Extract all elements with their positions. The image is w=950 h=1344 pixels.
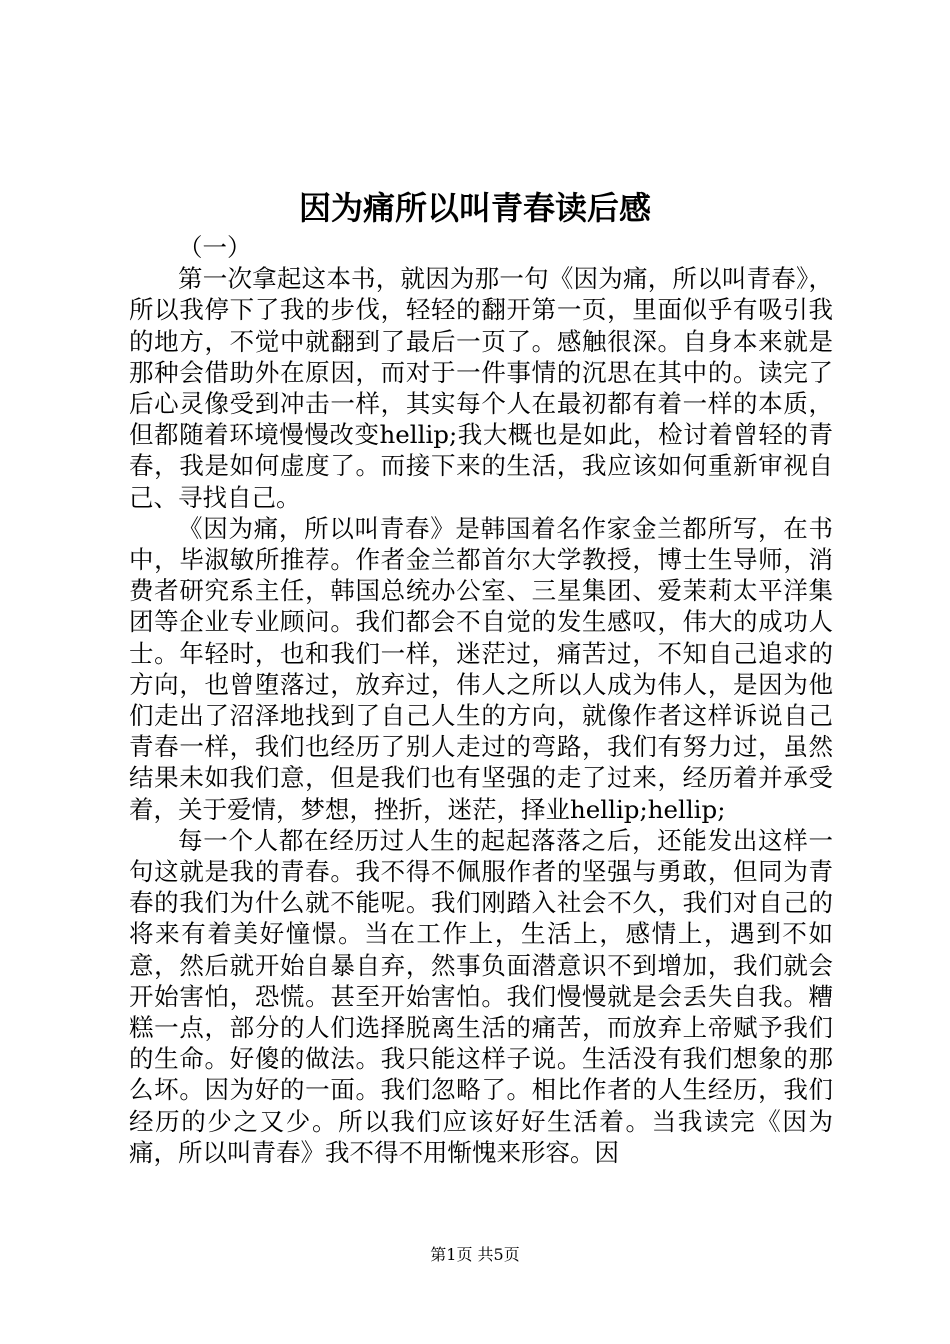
- paragraph-1: 第一次拿起这本书，就因为那一句《因为痛，所以叫青春》，所以我停下了我的步伐，轻轻的翻开第一页，里面似乎有吸引我的地方，不觉中就翻到了最后一页了。感触很深。自身本来就是那种会借助外在原因，而对于一件事情的沉思在其中的。读完了后心灵像受到冲击一样，其实每个人在最初都有着一样的本质，但都随着环境慢慢改变hellip;我大概也是如此，检讨着曾轻的青春，我是如何虚度了。而接下来的生活，我应该如何重新审视自己、寻找自己。: [129, 264, 833, 512]
- page-footer: 第1页 共5页: [430, 1245, 520, 1264]
- paragraph-3: 每一个人都在经历过人生的起起落落之后，还能发出这样一句这就是我的青春。我不得不佩服作者的坚强与勇敢，但同为青春的我们为什么就不能呢。我们刚踏入社会不久，我们对自己的将来有着美好憧憬。当在工作上，生活上，感情上，遇到不如意，然后就开始自暴自弃，然事负面潜意识不到增加，我们就会开始害怕，恐慌。甚至开始害怕。我们慢慢就是会丢失自我。糟糕一点，部分的人们选择脱离生活的痛苦，而放弃上帝赋予我们的生命。好傻的做法。我只能这样子说。生活没有我们想象的那么坏。因为好的一面。我们忽略了。相比作者的人生经历，我们经历的少之又少。所以我们应该好好生活着。当我读完《因为痛，所以叫青春》我不得不用惭愧来形容。因: [129, 825, 833, 1167]
- page-title: 因为痛所以叫青春读后感: [298, 189, 651, 227]
- document-body: [129, 232, 833, 1168]
- section-marker: （一）: [178, 233, 252, 262]
- paragraph-2: 《因为痛，所以叫青春》是韩国着名作家金兰都所写，在书中，毕淑敏所推荐。作者金兰都首尔大学教授，博士生导师，消费者研究系主任，韩国总统办公室、三星集团、爱茉莉太平洋集团等企业专业顾问。我们都会不自觉的发生感叹，伟大的成功人士。年轻时，也和我们一样，迷茫过，痛苦过，不知自己追求的方向，也曾堕落过，放弃过，伟人之所以人成为伟人，是因为他们走出了沼泽地找到了自己人生的方向，就像作者这样诉说自己青春一样，我们也经历了别人走过的弯路，我们有努力过，虽然结果未如我们意，但是我们也有坚强的走了过来，经历着并承受着，关于爱情，梦想，挫折，迷茫，择业hellip;hellip;: [129, 513, 833, 824]
